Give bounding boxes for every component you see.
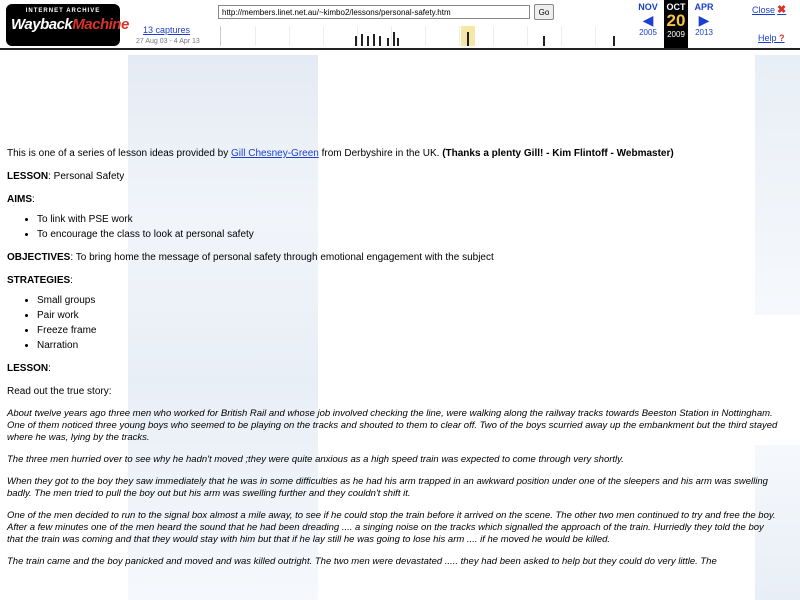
aims-list bbox=[7, 213, 782, 241]
thanks-note: (Thanks a plenty Gill! - Kim Flintoff - Webmaster) bbox=[442, 148, 674, 159]
url-input[interactable] bbox=[218, 5, 530, 19]
year-tick bbox=[561, 26, 562, 46]
close-label[interactable]: Close bbox=[752, 5, 776, 15]
read-out-instruction: Read out the true story: bbox=[7, 386, 112, 397]
year-tick bbox=[323, 26, 324, 46]
list-item: • Freeze frame bbox=[37, 324, 782, 337]
story-paragraph: The three men hurried over to see why he hadn't moved ;they were quite anxious as a high speed train was expected to come through very shortly. bbox=[7, 454, 624, 465]
capture-mark bbox=[373, 34, 375, 46]
captures-link[interactable]: 13 captures bbox=[143, 25, 191, 35]
list-item: • To encourage the class to look at personal safety bbox=[37, 228, 782, 241]
aims-colon: : bbox=[32, 194, 35, 205]
wayback-toolbar bbox=[0, 0, 800, 50]
current-day: 20 bbox=[666, 11, 686, 30]
year-tick bbox=[255, 26, 256, 46]
logo-word-b: Machine bbox=[72, 16, 129, 33]
capture-mark bbox=[355, 36, 357, 46]
capture-mark bbox=[361, 34, 363, 46]
year-tick bbox=[391, 26, 392, 46]
capture-mark bbox=[393, 32, 395, 46]
story-paragraph: One of the men decided to run to the signal box almost a mile away, to see if he could stop the train before it arrived on the scene. The other two men continued to try and free the boy. After a few minutes one of the men heard the sound that he had been dreading .... a singing noise on the tracks which signalled the approach of the train. Hurriedly they told the boy that the train was coming and that they would stay with him but that if he lay still he was going to lose his arm .... if he moved he would be killed. bbox=[7, 510, 776, 545]
list-item: • Pair work bbox=[37, 309, 782, 322]
year-tick bbox=[595, 26, 596, 46]
objectives-label: OBJECTIVES bbox=[7, 252, 71, 263]
capture-mark bbox=[613, 36, 615, 46]
next-month[interactable]: APR bbox=[694, 2, 714, 12]
prev-month[interactable]: NOV bbox=[638, 2, 658, 12]
logo-main-text bbox=[11, 16, 129, 33]
next-capture-nav[interactable] bbox=[692, 2, 716, 37]
strategies-heading bbox=[7, 274, 782, 287]
prev-capture-nav[interactable] bbox=[636, 2, 660, 37]
help-link[interactable] bbox=[758, 33, 785, 43]
year-tick bbox=[493, 26, 494, 46]
help-icon[interactable]: ? bbox=[779, 33, 785, 43]
current-month: OCT bbox=[666, 2, 686, 12]
intro-before: This is one of a series of lesson ideas provided by bbox=[7, 148, 232, 159]
help-label[interactable]: Help bbox=[758, 33, 777, 43]
prev-year[interactable]: 2005 bbox=[639, 28, 657, 37]
lesson-colon: : bbox=[48, 363, 51, 374]
strategies-colon: : bbox=[70, 275, 73, 286]
story-paragraph: About twelve years ago three men who worked for British Rail and whose job involved checking the line, were walking along the railway tracks towards Beeston Station in Nottingham. One of them noticed three young boys who seemed to be playing on the tracks and shouted to them to clear off. Two of the boys scurried away up the embankment but the third stayed where he was, lying by the tracks. bbox=[7, 408, 778, 443]
close-icon[interactable]: ✖ bbox=[777, 4, 787, 16]
objectives-value: : To bring home the message of personal safety through emotional engagement with the subject bbox=[70, 252, 494, 263]
logo-word-a: Wayback bbox=[11, 16, 73, 33]
arrow-left-icon[interactable]: ◀ bbox=[642, 12, 654, 28]
story-paragraph: The train came and the boy panicked and moved and was killed outright. The two men were devastated ..... they had been asked to help but they could do very little. The bbox=[7, 556, 717, 567]
strategies-list bbox=[7, 294, 782, 352]
intro-paragraph bbox=[7, 147, 782, 160]
current-capture-date bbox=[664, 0, 688, 48]
lesson-title bbox=[7, 170, 782, 183]
close-link[interactable] bbox=[752, 3, 786, 16]
arrow-right-icon[interactable]: ▶ bbox=[698, 12, 710, 28]
year-tick bbox=[459, 26, 460, 46]
capture-mark bbox=[543, 36, 545, 46]
year-tick bbox=[527, 26, 528, 46]
lesson-label: LESSON bbox=[7, 363, 49, 374]
next-year[interactable]: 2013 bbox=[695, 28, 713, 37]
logo-top-text: INTERNET ARCHIVE bbox=[25, 8, 101, 14]
intro-after: from Derbyshire in the UK. bbox=[318, 148, 443, 159]
capture-mark bbox=[367, 36, 369, 46]
capture-sparkline[interactable] bbox=[220, 26, 633, 46]
list-item: • Narration bbox=[37, 339, 782, 352]
story-paragraph: When they got to the boy they saw immediately that he was in some difficulties as he had his arm trapped in an awkward position under one of the sleepers and his arm was swelling badly. The men tried to pull the boy out but his arm was swelling further and they couldn't shift it. bbox=[7, 476, 768, 499]
capture-mark bbox=[397, 38, 399, 46]
strategies-label: STRATEGIES bbox=[7, 275, 71, 286]
lesson-content bbox=[7, 147, 782, 578]
capture-mark bbox=[387, 38, 389, 46]
wayback-logo[interactable] bbox=[6, 4, 129, 46]
list-item: • To link with PSE work bbox=[37, 213, 782, 226]
lesson-heading bbox=[7, 362, 782, 375]
go-button[interactable]: Go bbox=[534, 4, 554, 20]
objectives bbox=[7, 251, 782, 264]
lesson-title-value: : Personal Safety bbox=[48, 171, 125, 182]
lesson-title-label: LESSON bbox=[7, 171, 49, 182]
list-item: • Small groups bbox=[37, 294, 782, 307]
year-tick bbox=[289, 26, 290, 46]
capture-mark bbox=[379, 36, 381, 46]
capture-range: 27 Aug 03 - 4 Apr 13 bbox=[136, 38, 200, 45]
year-tick bbox=[357, 26, 358, 46]
aims-heading bbox=[7, 193, 782, 206]
capture-mark bbox=[467, 32, 469, 46]
current-year: 2009 bbox=[667, 30, 685, 39]
year-tick bbox=[425, 26, 426, 46]
author-link[interactable]: Gill Chesney-Green bbox=[231, 148, 319, 159]
aims-label: AIMS bbox=[7, 194, 32, 205]
